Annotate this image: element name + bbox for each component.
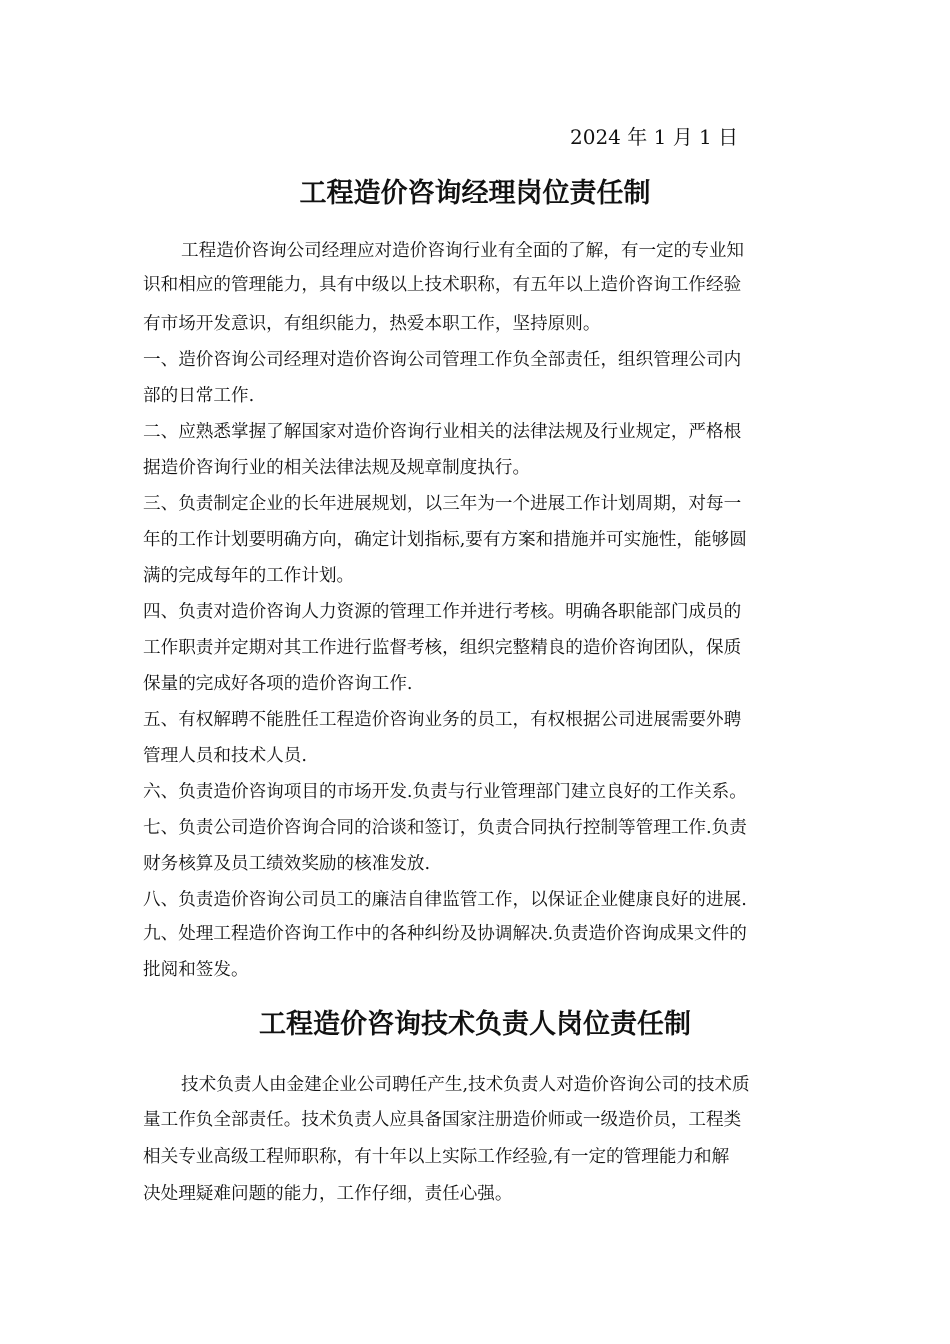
paragraph-line: 技术负责人由金建企业公司聘任产生,技术负责人对造价咨询公司的技术质: [181, 1075, 750, 1095]
paragraph-line: 一、造价咨询公司经理对造价咨询公司管理工作负全部责任，组织管理公司内: [143, 350, 742, 370]
paragraph-line: 工作职责并定期对其工作进行监督考核，组织完整精良的造价咨询团队，保质: [143, 638, 742, 658]
paragraph-line: 二、应熟悉掌握了解国家对造价咨询行业相关的法律法规及行业规定，严格根: [143, 422, 742, 442]
paragraph-line: 据造价咨询行业的相关法律法规及规章制度执行。: [143, 458, 531, 478]
paragraph-line: 相关专业高级工程师职称，有十年以上实际工作经验,有一定的管理能力和解: [143, 1147, 730, 1167]
paragraph-line: 工程造价咨询公司经理应对造价咨询行业有全面的了解，有一定的专业知: [181, 241, 745, 261]
paragraph-line: 决处理疑难问题的能力，工作仔细，责任心强。: [143, 1184, 513, 1204]
paragraph-line: 六、负责造价咨询项目的市场开发.负责与行业管理部门建立良好的工作关系。: [143, 782, 747, 802]
paragraph-line: 四、负责对造价咨询人力资源的管理工作并进行考核。明确各职能部门成员的: [143, 602, 742, 622]
paragraph-line: 量工作负全部责任。技术负责人应具备国家注册造价师或一级造价员，工程类: [143, 1110, 742, 1130]
paragraph-line: 识和相应的管理能力，具有中级以上技术职称，有五年以上造价咨询工作经验: [143, 275, 742, 295]
paragraph-line: 批阅和签发。: [143, 960, 249, 980]
section-title-tech-lead: 工程造价咨询技术负责人岗位责任制: [259, 1009, 691, 1040]
paragraph-line: 管理人员和技术人员.: [143, 746, 307, 766]
section-title-manager: 工程造价咨询经理岗位责任制: [299, 178, 651, 209]
paragraph-line: 五、有权解聘不能胜任工程造价咨询业务的员工，有权根据公司进展需要外聘: [143, 710, 742, 730]
paragraph-line: 财务核算及员工绩效奖励的核准发放.: [143, 854, 431, 874]
paragraph-line: 九、处理工程造价咨询工作中的各种纠纷及协调解决.负责造价咨询成果文件的: [143, 924, 747, 944]
paragraph-line: 部的日常工作.: [143, 386, 255, 406]
paragraph-line: 年的工作计划要明确方向，确定计划指标,要有方案和措施并可实施性，能够圆: [143, 530, 747, 550]
document-date: 2024 年 1 月 1 日: [570, 125, 739, 149]
paragraph-line: 三、负责制定企业的长年进展规划，以三年为一个进展工作计划周期，对每一: [143, 494, 742, 514]
paragraph-line: 满的完成每年的工作计划。: [143, 566, 355, 586]
paragraph-line: 八、负责造价咨询公司员工的廉洁自律监管工作，以保证企业健康良好的进展.: [143, 890, 747, 910]
paragraph-line: 七、负责公司造价咨询合同的洽谈和签订，负责合同执行控制等管理工作.负责: [143, 818, 747, 838]
paragraph-line: 保量的完成好各项的造价咨询工作.: [143, 674, 413, 694]
paragraph-line: 有市场开发意识，有组织能力，热爱本职工作，坚持原则。: [143, 314, 601, 334]
